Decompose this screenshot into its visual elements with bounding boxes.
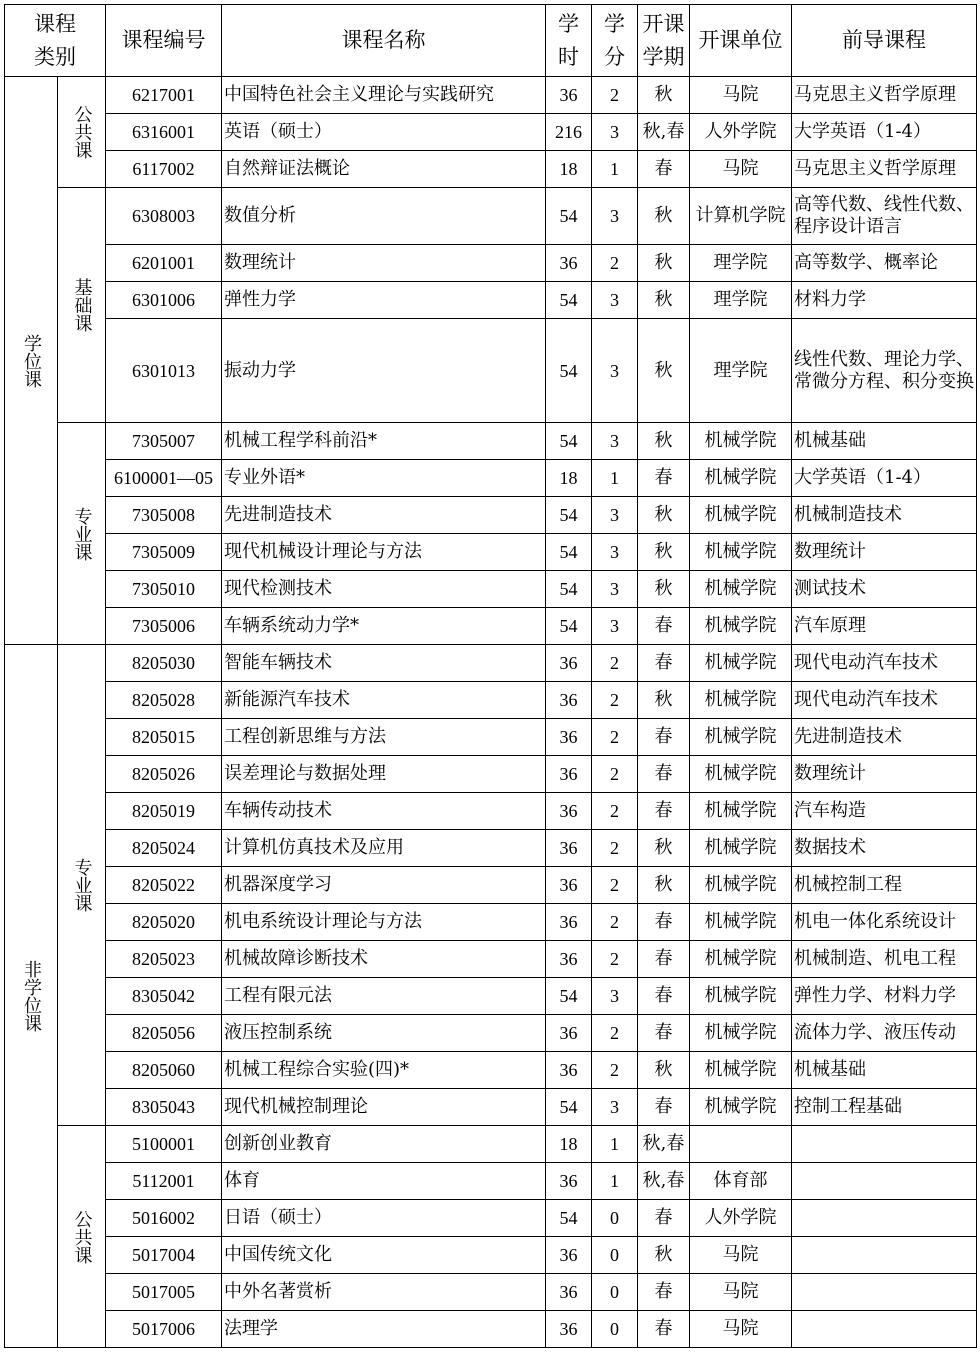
table-row [5, 497, 977, 534]
table-row [5, 978, 977, 1015]
course-credits: 2 [592, 1015, 638, 1052]
course-hours: 36 [546, 1274, 592, 1311]
course-prereq: 大学英语（1-4） [792, 114, 977, 151]
course-prereq: 弹性力学、材料力学 [792, 978, 977, 1015]
table-row [5, 1089, 977, 1126]
course-semester: 秋 [638, 188, 690, 245]
course-code: 6301013 [106, 319, 222, 423]
table-row [5, 282, 977, 319]
course-credits: 3 [592, 978, 638, 1015]
course-code: 5017004 [106, 1237, 222, 1274]
table-row [5, 571, 977, 608]
course-credits: 0 [592, 1274, 638, 1311]
table-row [5, 1311, 977, 1348]
course-name: 法理学 [222, 1311, 546, 1348]
course-code: 6117002 [106, 151, 222, 188]
course-credits: 2 [592, 719, 638, 756]
course-name: 英语（硕士） [222, 114, 546, 151]
course-hours: 54 [546, 188, 592, 245]
course-name: 机器深度学习 [222, 867, 546, 904]
group-basic-courses: 基础课 [58, 188, 106, 423]
course-hours: 36 [546, 1237, 592, 1274]
course-prereq: 控制工程基础 [792, 1089, 977, 1126]
course-name: 体育 [222, 1163, 546, 1200]
course-name: 先进制造技术 [222, 497, 546, 534]
group-major-courses: 专业课 [58, 423, 106, 645]
course-code: 5017006 [106, 1311, 222, 1348]
course-credits: 2 [592, 793, 638, 830]
course-unit: 理学院 [690, 245, 792, 282]
course-prereq: 大学英语（1-4） [792, 460, 977, 497]
course-code: 5100001 [106, 1126, 222, 1163]
course-hours: 54 [546, 1089, 592, 1126]
course-hours: 18 [546, 460, 592, 497]
header-credits: 学 分 [592, 5, 638, 77]
course-unit: 计算机学院 [690, 188, 792, 245]
course-hours: 36 [546, 719, 592, 756]
course-semester: 秋,春 [638, 1126, 690, 1163]
group-degree-courses: 学位课 [5, 77, 58, 645]
course-code: 8305043 [106, 1089, 222, 1126]
course-code: 8205019 [106, 793, 222, 830]
course-hours: 54 [546, 534, 592, 571]
course-prereq: 现代电动汽车技术 [792, 645, 977, 682]
course-semester: 秋 [638, 682, 690, 719]
course-credits: 2 [592, 1052, 638, 1089]
course-name: 机械工程学科前沿* [222, 423, 546, 460]
course-unit: 马院 [690, 151, 792, 188]
course-semester: 秋 [638, 245, 690, 282]
course-unit: 人外学院 [690, 1200, 792, 1237]
course-credits: 3 [592, 534, 638, 571]
course-semester: 秋 [638, 319, 690, 423]
course-code: 5017005 [106, 1274, 222, 1311]
course-unit: 马院 [690, 77, 792, 114]
course-name: 中国特色社会主义理论与实践研究 [222, 77, 546, 114]
course-unit: 机械学院 [690, 1052, 792, 1089]
table-row [5, 867, 977, 904]
course-semester: 春 [638, 1200, 690, 1237]
course-unit: 机械学院 [690, 756, 792, 793]
course-name: 创新创业教育 [222, 1126, 546, 1163]
course-semester: 秋 [638, 1237, 690, 1274]
course-credits: 2 [592, 941, 638, 978]
course-name: 工程创新思维与方法 [222, 719, 546, 756]
course-name: 智能车辆技术 [222, 645, 546, 682]
header-hours: 学 时 [546, 5, 592, 77]
course-hours: 54 [546, 1200, 592, 1237]
course-prereq: 材料力学 [792, 282, 977, 319]
course-code: 5112001 [106, 1163, 222, 1200]
course-semester: 秋 [638, 534, 690, 571]
header-category: 课程 类别 [5, 5, 106, 77]
course-hours: 54 [546, 282, 592, 319]
course-prereq: 数理统计 [792, 756, 977, 793]
course-unit: 机械学院 [690, 608, 792, 645]
course-prereq: 机电一体化系统设计 [792, 904, 977, 941]
course-name: 计算机仿真技术及应用 [222, 830, 546, 867]
course-code: 6301006 [106, 282, 222, 319]
course-code: 8205056 [106, 1015, 222, 1052]
course-hours: 36 [546, 1163, 592, 1200]
table-row [5, 423, 977, 460]
course-hours: 36 [546, 245, 592, 282]
course-unit: 机械学院 [690, 682, 792, 719]
course-hours: 18 [546, 1126, 592, 1163]
course-semester: 秋,春 [638, 1163, 690, 1200]
course-unit: 机械学院 [690, 904, 792, 941]
course-hours: 36 [546, 682, 592, 719]
course-code: 6100001—05 [106, 460, 222, 497]
group-public-electives: 公共课 [58, 1126, 106, 1348]
course-unit: 机械学院 [690, 941, 792, 978]
course-code: 8205023 [106, 941, 222, 978]
table-row [5, 151, 977, 188]
table-row [5, 830, 977, 867]
table-row [5, 460, 977, 497]
course-name: 数值分析 [222, 188, 546, 245]
table-row [5, 188, 977, 245]
course-name: 机械故障诊断技术 [222, 941, 546, 978]
course-semester: 秋 [638, 1052, 690, 1089]
course-unit: 机械学院 [690, 793, 792, 830]
course-code: 8305042 [106, 978, 222, 1015]
header-unit: 开课单位 [690, 5, 792, 77]
course-semester: 春 [638, 608, 690, 645]
course-credits: 3 [592, 608, 638, 645]
course-hours: 36 [546, 830, 592, 867]
table-row [5, 904, 977, 941]
course-semester: 春 [638, 904, 690, 941]
course-unit: 马院 [690, 1311, 792, 1348]
course-unit: 机械学院 [690, 719, 792, 756]
course-unit: 马院 [690, 1237, 792, 1274]
table-row [5, 793, 977, 830]
course-semester: 春 [638, 460, 690, 497]
course-prereq: 汽车构造 [792, 793, 977, 830]
course-prereq: 流体力学、液压传动 [792, 1015, 977, 1052]
course-semester: 春 [638, 1274, 690, 1311]
course-prereq: 机械制造技术 [792, 497, 977, 534]
group-major-electives: 专业课 [58, 645, 106, 1126]
course-unit: 机械学院 [690, 830, 792, 867]
course-semester: 春 [638, 941, 690, 978]
header-semester: 开课 学期 [638, 5, 690, 77]
table-row [5, 608, 977, 645]
course-name: 液压控制系统 [222, 1015, 546, 1052]
course-semester: 春 [638, 1015, 690, 1052]
course-name: 日语（硕士） [222, 1200, 546, 1237]
course-credits: 2 [592, 645, 638, 682]
course-name: 专业外语* [222, 460, 546, 497]
course-credits: 2 [592, 77, 638, 114]
course-code: 8205015 [106, 719, 222, 756]
course-code: 8205026 [106, 756, 222, 793]
course-hours: 36 [546, 941, 592, 978]
course-credits: 0 [592, 1237, 638, 1274]
course-name: 振动力学 [222, 319, 546, 423]
course-unit: 体育部 [690, 1163, 792, 1200]
table-row [5, 319, 977, 423]
course-semester: 春 [638, 793, 690, 830]
course-credits: 3 [592, 497, 638, 534]
course-credits: 2 [592, 245, 638, 282]
course-prereq: 马克思主义哲学原理 [792, 77, 977, 114]
course-semester: 春 [638, 756, 690, 793]
course-unit: 机械学院 [690, 497, 792, 534]
course-semester: 秋,春 [638, 114, 690, 151]
header-row [5, 5, 977, 77]
course-credits: 1 [592, 151, 638, 188]
course-code: 6201001 [106, 245, 222, 282]
table-row [5, 1052, 977, 1089]
table-row [5, 114, 977, 151]
course-hours: 54 [546, 319, 592, 423]
table-row [5, 682, 977, 719]
course-code: 5016002 [106, 1200, 222, 1237]
course-prereq: 机械制造、机电工程 [792, 941, 977, 978]
course-unit: 机械学院 [690, 1089, 792, 1126]
course-unit: 机械学院 [690, 867, 792, 904]
course-credits: 3 [592, 282, 638, 319]
course-semester: 春 [638, 645, 690, 682]
course-credits: 2 [592, 756, 638, 793]
course-hours: 36 [546, 645, 592, 682]
course-credits: 2 [592, 867, 638, 904]
header-name: 课程名称 [222, 5, 546, 77]
table-row [5, 941, 977, 978]
course-code: 7305010 [106, 571, 222, 608]
course-prereq [792, 1126, 977, 1163]
course-unit: 机械学院 [690, 534, 792, 571]
course-unit: 机械学院 [690, 460, 792, 497]
table-row [5, 1163, 977, 1200]
course-prereq: 马克思主义哲学原理 [792, 151, 977, 188]
course-code: 8205024 [106, 830, 222, 867]
course-prereq: 测试技术 [792, 571, 977, 608]
course-hours: 54 [546, 608, 592, 645]
course-credits: 0 [592, 1311, 638, 1348]
course-semester: 春 [638, 978, 690, 1015]
course-semester: 秋 [638, 497, 690, 534]
course-semester: 春 [638, 1089, 690, 1126]
curriculum-table [4, 4, 977, 1348]
course-prereq [792, 1274, 977, 1311]
table-row [5, 645, 977, 682]
course-prereq: 机械控制工程 [792, 867, 977, 904]
course-name: 弹性力学 [222, 282, 546, 319]
course-code: 6316001 [106, 114, 222, 151]
table-row [5, 719, 977, 756]
course-semester: 春 [638, 719, 690, 756]
course-name: 中国传统文化 [222, 1237, 546, 1274]
course-name: 工程有限元法 [222, 978, 546, 1015]
course-semester: 秋 [638, 282, 690, 319]
course-prereq: 高等数学、概率论 [792, 245, 977, 282]
group-nondegree-courses: 非学位课 [5, 645, 58, 1348]
course-unit: 机械学院 [690, 571, 792, 608]
header-code: 课程编号 [106, 5, 222, 77]
table-row [5, 1237, 977, 1274]
course-name: 机电系统设计理论与方法 [222, 904, 546, 941]
table-row [5, 245, 977, 282]
course-hours: 18 [546, 151, 592, 188]
course-unit: 理学院 [690, 319, 792, 423]
course-semester: 秋 [638, 830, 690, 867]
course-name: 误差理论与数据处理 [222, 756, 546, 793]
course-hours: 36 [546, 793, 592, 830]
course-code: 8205028 [106, 682, 222, 719]
course-credits: 3 [592, 423, 638, 460]
course-credits: 3 [592, 1089, 638, 1126]
course-prereq: 先进制造技术 [792, 719, 977, 756]
course-code: 6308003 [106, 188, 222, 245]
course-unit: 机械学院 [690, 423, 792, 460]
course-hours: 36 [546, 77, 592, 114]
table-row [5, 1200, 977, 1237]
course-name: 车辆系统动力学* [222, 608, 546, 645]
course-hours: 54 [546, 571, 592, 608]
header-prereq: 前导课程 [792, 5, 977, 77]
course-unit: 机械学院 [690, 1015, 792, 1052]
course-code: 8205020 [106, 904, 222, 941]
course-semester: 秋 [638, 77, 690, 114]
course-hours: 36 [546, 867, 592, 904]
course-credits: 3 [592, 188, 638, 245]
course-prereq [792, 1163, 977, 1200]
course-prereq: 机械基础 [792, 423, 977, 460]
table-row [5, 534, 977, 571]
course-unit: 理学院 [690, 282, 792, 319]
course-hours: 54 [546, 423, 592, 460]
course-code: 8205022 [106, 867, 222, 904]
course-prereq: 数理统计 [792, 534, 977, 571]
course-name: 数理统计 [222, 245, 546, 282]
course-unit [690, 1126, 792, 1163]
course-unit: 人外学院 [690, 114, 792, 151]
course-prereq: 现代电动汽车技术 [792, 682, 977, 719]
course-name: 自然辩证法概论 [222, 151, 546, 188]
course-prereq: 数据技术 [792, 830, 977, 867]
course-code: 6217001 [106, 77, 222, 114]
course-credits: 0 [592, 1200, 638, 1237]
course-prereq: 机械基础 [792, 1052, 977, 1089]
course-semester: 秋 [638, 867, 690, 904]
course-credits: 2 [592, 830, 638, 867]
course-hours: 36 [546, 1311, 592, 1348]
course-semester: 秋 [638, 571, 690, 608]
course-credits: 2 [592, 904, 638, 941]
course-name: 车辆传动技术 [222, 793, 546, 830]
course-credits: 3 [592, 571, 638, 608]
course-semester: 秋 [638, 423, 690, 460]
course-credits: 3 [592, 114, 638, 151]
course-name: 中外名著赏析 [222, 1274, 546, 1311]
course-name: 机械工程综合实验(四)* [222, 1052, 546, 1089]
course-code: 7305006 [106, 608, 222, 645]
course-unit: 马院 [690, 1274, 792, 1311]
course-name: 新能源汽车技术 [222, 682, 546, 719]
course-credits: 1 [592, 1126, 638, 1163]
course-prereq: 高等代数、线性代数、程序设计语言 [792, 188, 977, 245]
course-prereq: 汽车原理 [792, 608, 977, 645]
course-code: 8205030 [106, 645, 222, 682]
course-code: 7305008 [106, 497, 222, 534]
course-unit: 机械学院 [690, 645, 792, 682]
course-prereq: 线性代数、理论力学、常微分方程、积分变换 [792, 319, 977, 423]
course-prereq [792, 1237, 977, 1274]
course-hours: 36 [546, 756, 592, 793]
course-code: 7305007 [106, 423, 222, 460]
table-row [5, 1126, 977, 1163]
table-row [5, 77, 977, 114]
course-hours: 36 [546, 1015, 592, 1052]
course-prereq [792, 1200, 977, 1237]
course-hours: 54 [546, 978, 592, 1015]
table-row [5, 756, 977, 793]
course-hours: 216 [546, 114, 592, 151]
course-credits: 1 [592, 1163, 638, 1200]
course-semester: 春 [638, 1311, 690, 1348]
course-code: 7305009 [106, 534, 222, 571]
group-public-courses: 公共课 [58, 77, 106, 188]
course-name: 现代机械控制理论 [222, 1089, 546, 1126]
course-credits: 1 [592, 460, 638, 497]
course-unit: 机械学院 [690, 978, 792, 1015]
course-credits: 3 [592, 319, 638, 423]
course-semester: 春 [638, 151, 690, 188]
table-row [5, 1274, 977, 1311]
course-prereq [792, 1311, 977, 1348]
course-hours: 36 [546, 1052, 592, 1089]
course-hours: 54 [546, 497, 592, 534]
course-hours: 36 [546, 904, 592, 941]
course-name: 现代检测技术 [222, 571, 546, 608]
course-credits: 2 [592, 682, 638, 719]
course-name: 现代机械设计理论与方法 [222, 534, 546, 571]
course-code: 8205060 [106, 1052, 222, 1089]
table-row [5, 1015, 977, 1052]
